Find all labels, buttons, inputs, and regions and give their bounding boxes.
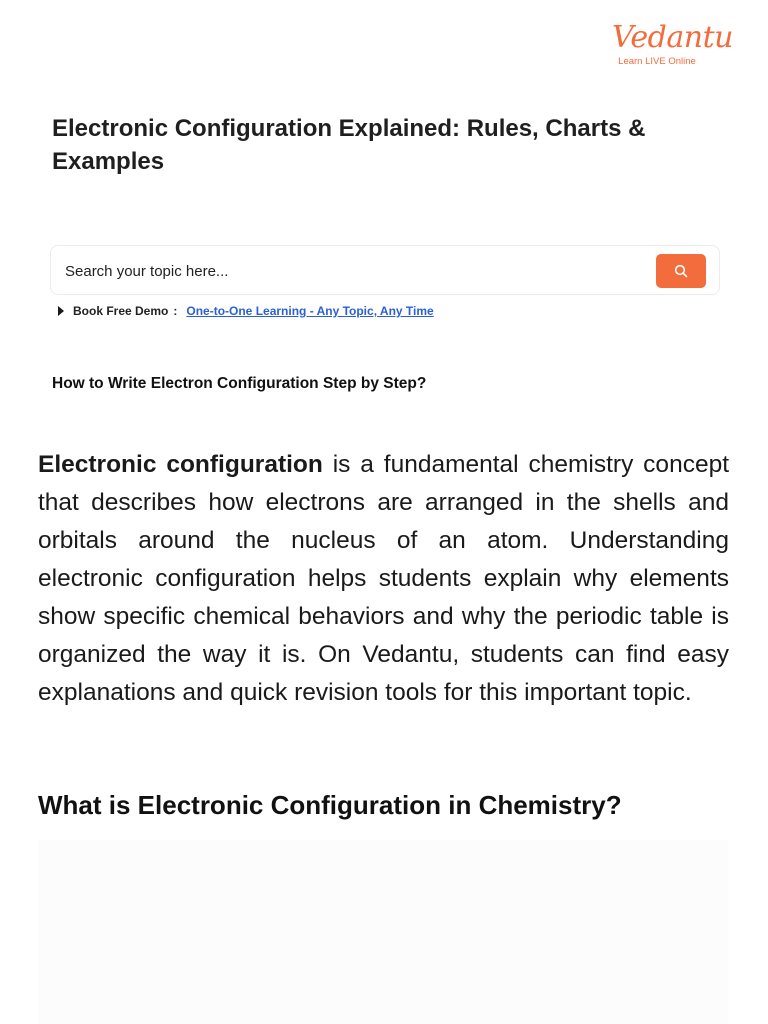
intro-paragraph [38, 446, 729, 712]
vedantu-logo[interactable] [612, 20, 733, 68]
book-demo-separator: : [173, 304, 178, 318]
section-subheading: What is Electronic Configuration in Chemistry? [38, 790, 622, 820]
search-button[interactable] [656, 254, 706, 288]
book-demo-link[interactable]: One-to-One Learning - Any Topic, Any Time [186, 304, 434, 318]
search-bar [50, 245, 720, 295]
play-triangle-icon [58, 306, 64, 316]
search-input[interactable] [65, 258, 625, 284]
book-demo-label: Book Free Demo [73, 304, 169, 318]
search-icon [674, 264, 688, 278]
logo-tagline: Learn LIVE Online [618, 56, 696, 67]
logo-wordmark: Vedantu [612, 20, 733, 55]
book-demo-row [58, 302, 434, 320]
content-placeholder [38, 840, 729, 1024]
page-title: Electronic Configuration Explained: Rules, Charts & Examples [52, 115, 646, 175]
intro-text: is a fundamental chemistry concept that describes how electrons are arranged in the shells and orbitals around the nucleus of an atom. Understanding electronic configuration helps students explain why elements show specific chemical behaviors and why the periodic table is organized the way it is. On Vedantu, students can find easy explanations and quick revision tools for this important topic. [38, 451, 729, 706]
intro-bold-term: Electronic configuration [38, 451, 323, 478]
section-question-link[interactable]: How to Write Electron Configuration Step by Step? [52, 375, 427, 392]
